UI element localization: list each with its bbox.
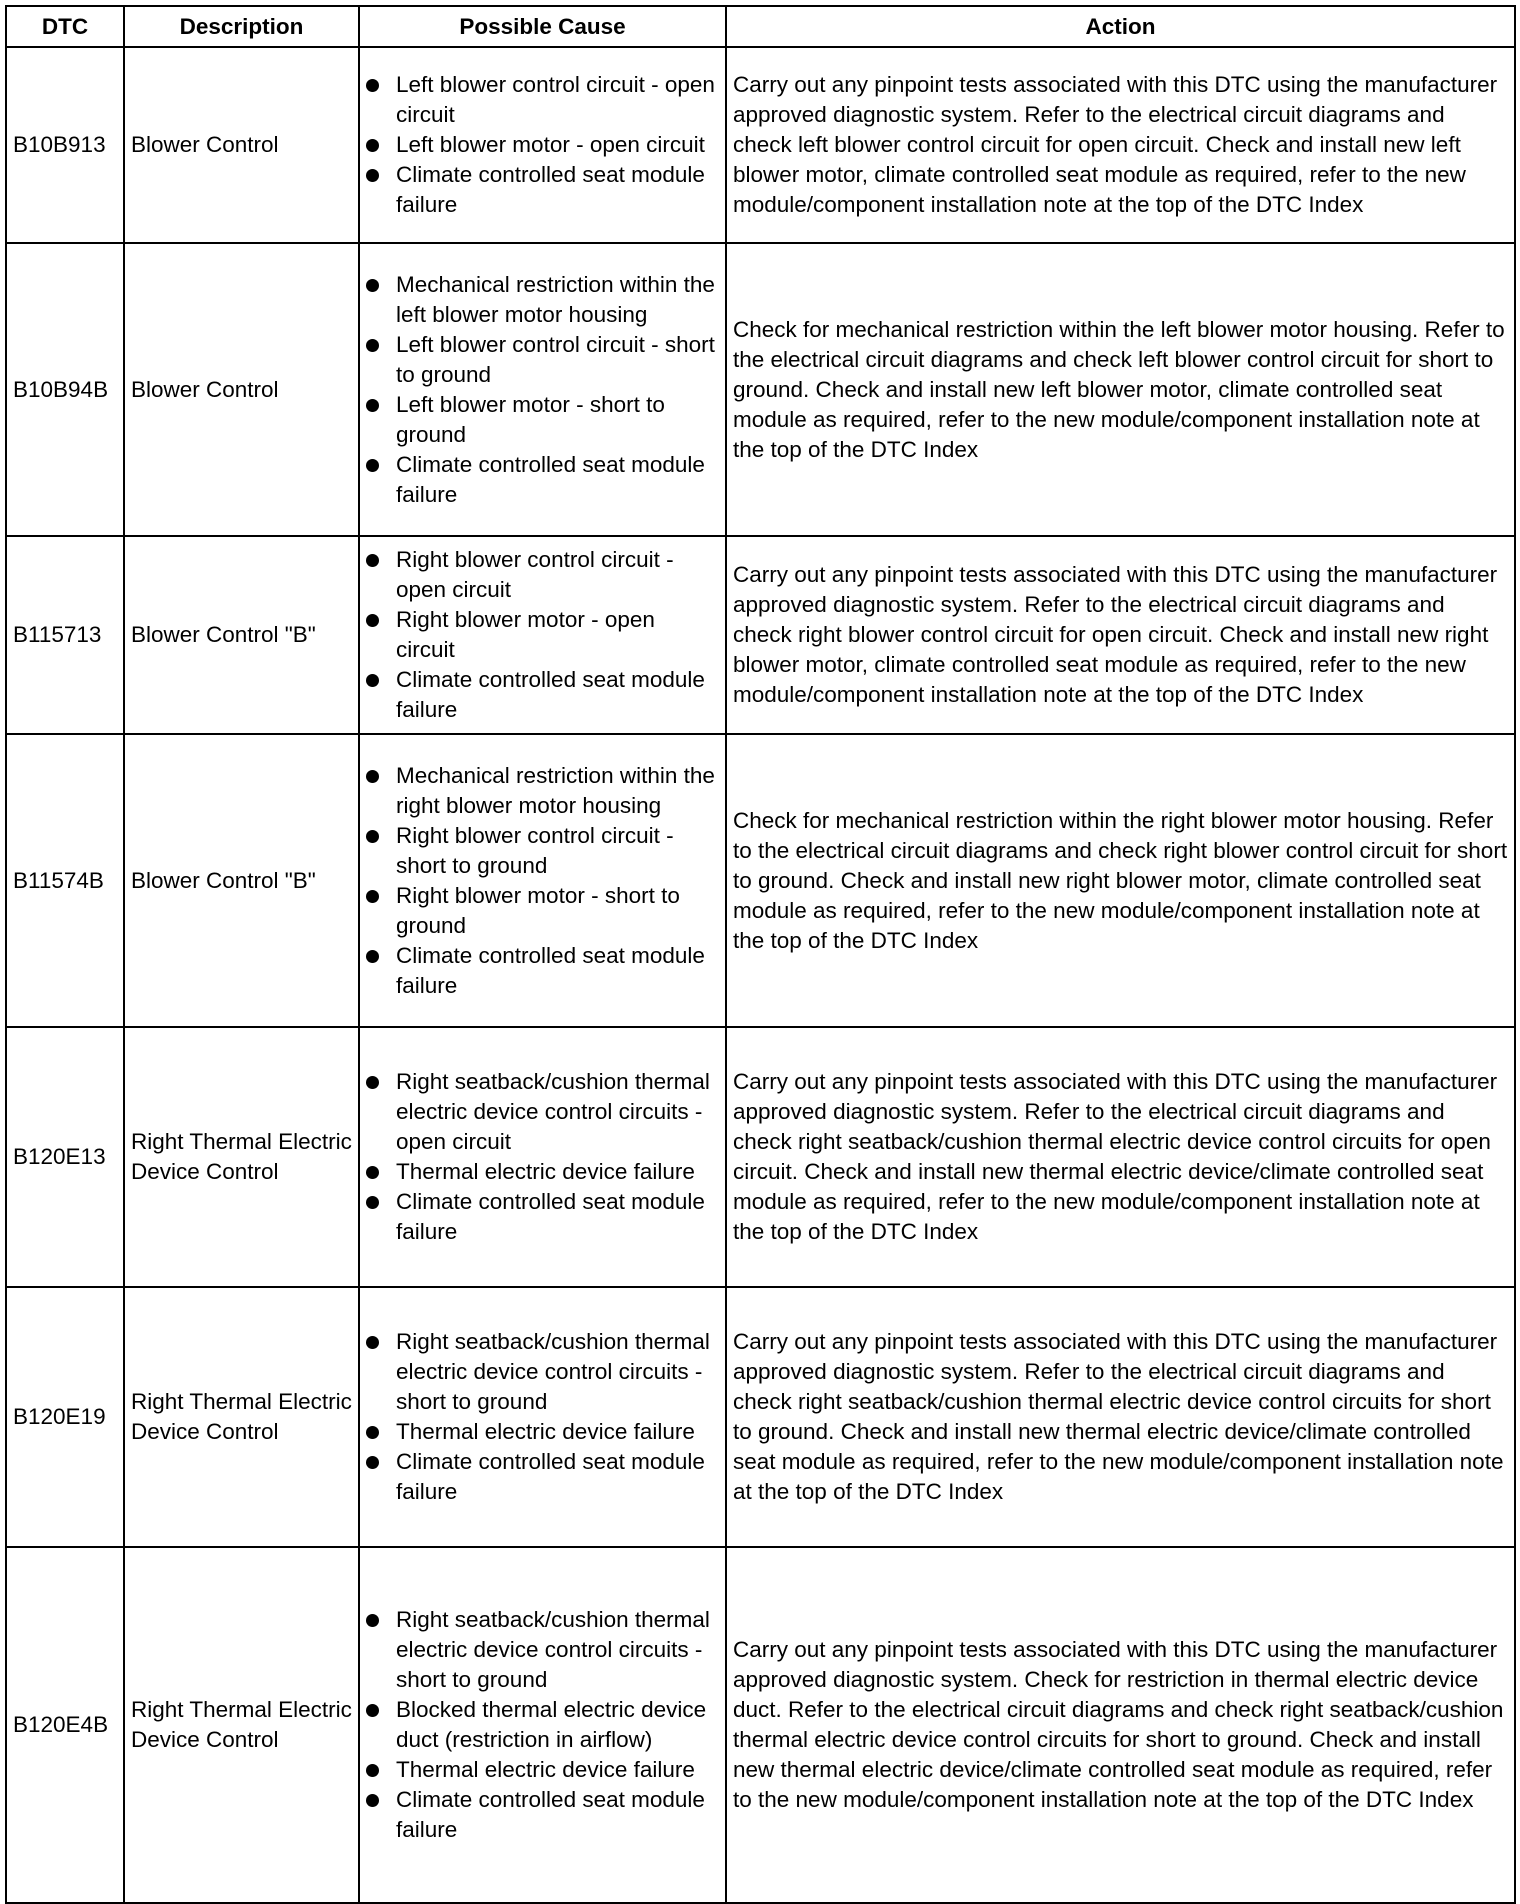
dtc-description: Right Thermal Electric Device Control	[124, 1547, 359, 1903]
possible-cause-cell	[359, 734, 726, 1027]
cause-item: Thermal electric device failure	[366, 1417, 719, 1447]
action-text: Carry out any pinpoint tests associated with this DTC using the manufacturer approved diagnostic system. Refer to the electrical circuit diagrams and check right seatback/cushion thermal electric device control circuits for open circuit. Check and install new thermal electric device/climate controlled seat module as required, refer to the new module/component installation note at the top of the DTC Index	[726, 1027, 1515, 1287]
cause-list	[366, 545, 719, 725]
dtc-table	[5, 5, 1516, 1904]
cause-item: Left blower control circuit - open circuit	[366, 70, 719, 130]
cause-item: Climate controlled seat module failure	[366, 160, 719, 220]
dtc-description: Right Thermal Electric Device Control	[124, 1287, 359, 1547]
possible-cause-cell	[359, 1027, 726, 1287]
cause-list	[366, 1605, 719, 1845]
cause-item: Blocked thermal electric device duct (restriction in airflow)	[366, 1695, 719, 1755]
cause-item: Climate controlled seat module failure	[366, 450, 719, 510]
cause-item: Climate controlled seat module failure	[366, 1447, 719, 1507]
cause-list	[366, 70, 719, 220]
action-text: Carry out any pinpoint tests associated with this DTC using the manufacturer approved diagnostic system. Refer to the electrical circuit diagrams and check right blower control circuit for open circuit. Check and install new right blower motor, climate controlled seat module as required, refer to the new module/component installation note at the top of the DTC Index	[726, 536, 1515, 734]
dtc-description: Right Thermal Electric Device Control	[124, 1027, 359, 1287]
cause-item: Mechanical restriction within the left blower motor housing	[366, 270, 719, 330]
cause-item: Climate controlled seat module failure	[366, 1785, 719, 1845]
table-row	[6, 1287, 1515, 1547]
cause-item: Right blower control circuit - short to ground	[366, 821, 719, 881]
cause-item: Right blower motor - short to ground	[366, 881, 719, 941]
dtc-code: B120E13	[6, 1027, 124, 1287]
table-row	[6, 536, 1515, 734]
cause-item: Right blower control circuit - open circuit	[366, 545, 719, 605]
possible-cause-cell	[359, 1547, 726, 1903]
dtc-code: B115713	[6, 536, 124, 734]
cause-item: Left blower control circuit - short to ground	[366, 330, 719, 390]
cause-item: Climate controlled seat module failure	[366, 1187, 719, 1247]
cause-item: Right seatback/cushion thermal electric device control circuits - short to ground	[366, 1605, 719, 1695]
action-text: Carry out any pinpoint tests associated with this DTC using the manufacturer approved diagnostic system. Refer to the electrical circuit diagrams and check left blower control circuit for open circuit. Check and install new left blower motor, climate controlled seat module as required, refer to the new module/component installation note at the top of the DTC Index	[726, 47, 1515, 243]
header-possible-cause: Possible Cause	[359, 6, 726, 47]
action-text: Carry out any pinpoint tests associated with this DTC using the manufacturer approved diagnostic system. Refer to the electrical circuit diagrams and check right seatback/cushion thermal electric device control circuits for short to ground. Check and install new thermal electric device/climate controlled seat module as required, refer to the new module/component installation note at the top of the DTC Index	[726, 1287, 1515, 1547]
cause-item: Right seatback/cushion thermal electric device control circuits - open circuit	[366, 1067, 719, 1157]
dtc-description: Blower Control "B"	[124, 536, 359, 734]
possible-cause-cell	[359, 243, 726, 536]
action-text: Check for mechanical restriction within the right blower motor housing. Refer to the electrical circuit diagrams and check right blower control circuit for short to ground. Check and install new right blower motor, climate controlled seat module as required, refer to the new module/component installation note at the top of the DTC Index	[726, 734, 1515, 1027]
dtc-description: Blower Control "B"	[124, 734, 359, 1027]
header-row	[6, 6, 1515, 47]
possible-cause-cell	[359, 536, 726, 734]
cause-item: Climate controlled seat module failure	[366, 665, 719, 725]
cause-item: Right seatback/cushion thermal electric device control circuits - short to ground	[366, 1327, 719, 1417]
cause-item: Right blower motor - open circuit	[366, 605, 719, 665]
cause-list	[366, 761, 719, 1001]
dtc-code: B120E4B	[6, 1547, 124, 1903]
cause-list	[366, 1067, 719, 1247]
table-row	[6, 1547, 1515, 1903]
cause-item: Thermal electric device failure	[366, 1157, 719, 1187]
dtc-description: Blower Control	[124, 243, 359, 536]
header-dtc: DTC	[6, 6, 124, 47]
cause-item: Left blower motor - open circuit	[366, 130, 719, 160]
table-row	[6, 734, 1515, 1027]
table-row	[6, 243, 1515, 536]
dtc-description: Blower Control	[124, 47, 359, 243]
table-row	[6, 47, 1515, 243]
cause-item: Left blower motor - short to ground	[366, 390, 719, 450]
action-text: Carry out any pinpoint tests associated with this DTC using the manufacturer approved diagnostic system. Check for restriction in thermal electric device duct. Refer to the electrical circuit diagrams and check right seatback/cushion thermal electric device control circuits for short to ground. Check and install new thermal electric device/climate controlled seat module as required, refer to the new module/component installation note at the top of the DTC Index	[726, 1547, 1515, 1903]
cause-item: Climate controlled seat module failure	[366, 941, 719, 1001]
table-row	[6, 1027, 1515, 1287]
action-text: Check for mechanical restriction within the left blower motor housing. Refer to the electrical circuit diagrams and check left blower control circuit for short to ground. Check and install new left blower motor, climate controlled seat module as required, refer to the new module/component installation note at the top of the DTC Index	[726, 243, 1515, 536]
cause-list	[366, 270, 719, 510]
dtc-code: B10B94B	[6, 243, 124, 536]
dtc-code: B11574B	[6, 734, 124, 1027]
possible-cause-cell	[359, 1287, 726, 1547]
dtc-code: B120E19	[6, 1287, 124, 1547]
dtc-code: B10B913	[6, 47, 124, 243]
header-description: Description	[124, 6, 359, 47]
cause-list	[366, 1327, 719, 1507]
possible-cause-cell	[359, 47, 726, 243]
cause-item: Mechanical restriction within the right blower motor housing	[366, 761, 719, 821]
header-action: Action	[726, 6, 1515, 47]
cause-item: Thermal electric device failure	[366, 1755, 719, 1785]
